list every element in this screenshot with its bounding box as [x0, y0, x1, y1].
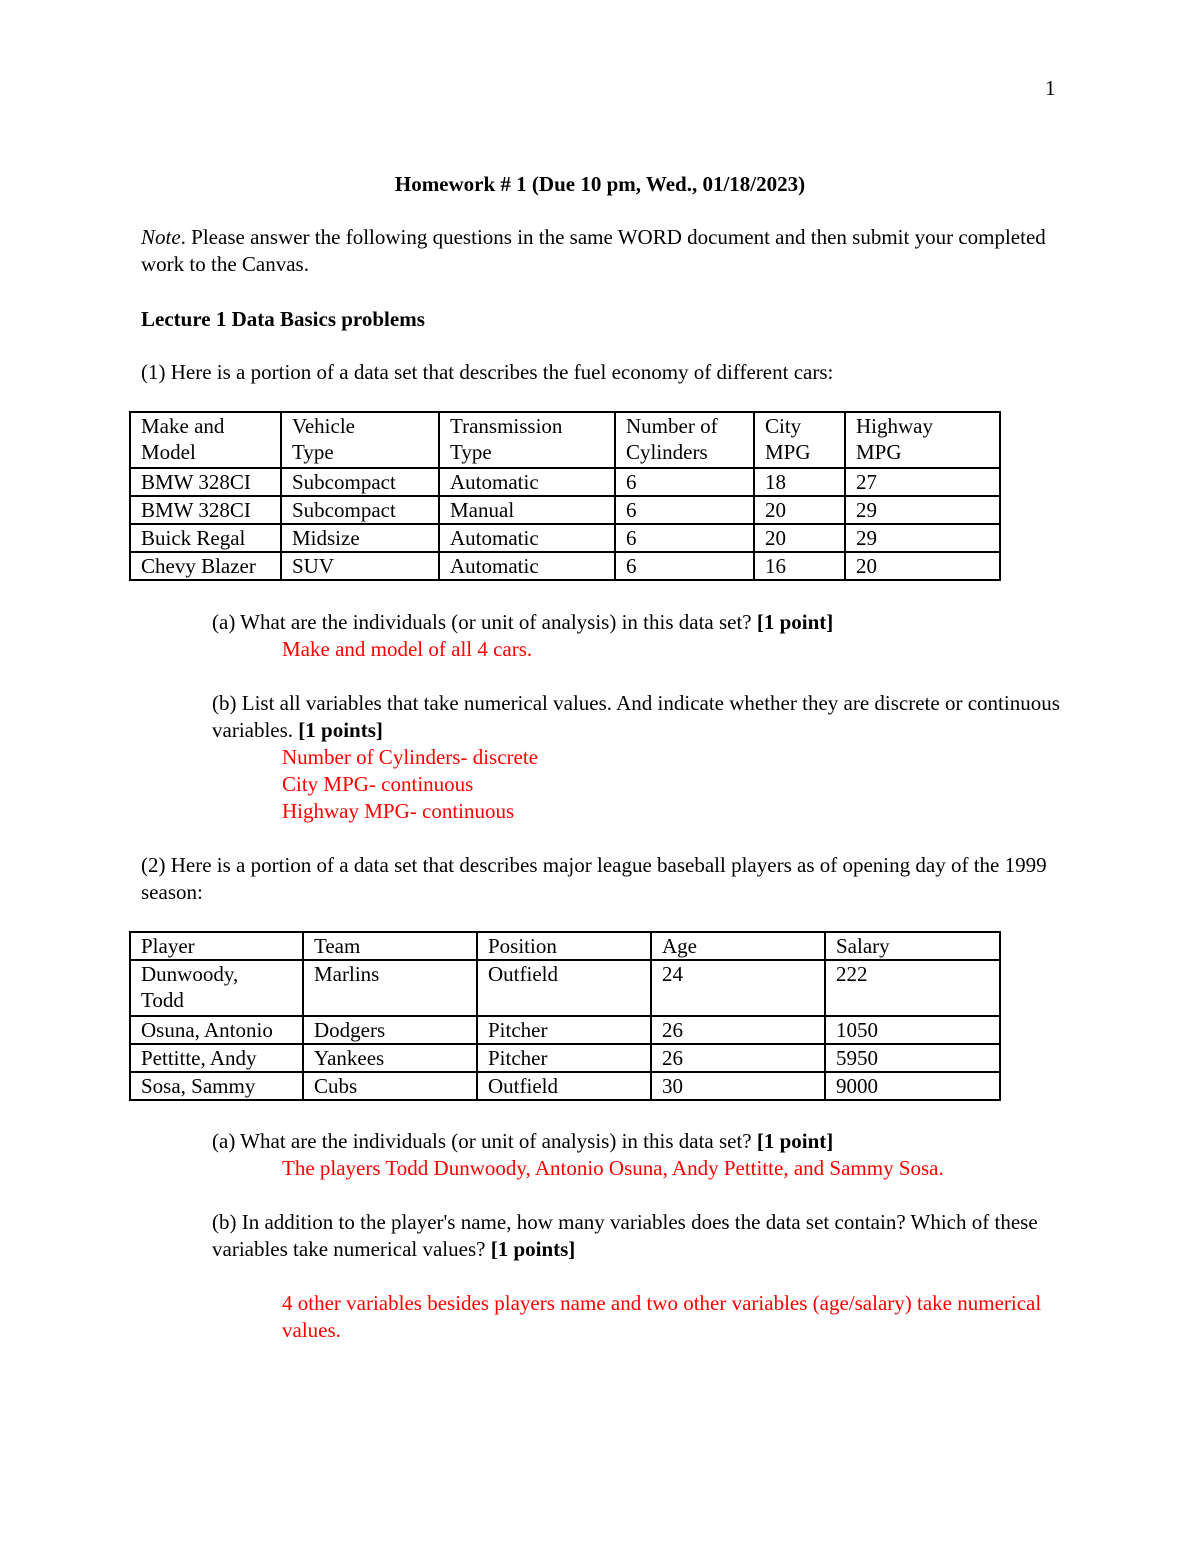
table-cell: 30 [651, 1072, 825, 1100]
answer-1b-item: City MPG- continuous [282, 772, 474, 796]
question-1a [212, 609, 1072, 636]
table-cell: Subcompact [281, 496, 439, 524]
table-cell: Automatic [439, 552, 615, 580]
table-header-cell: Player [130, 932, 303, 960]
table-header-row [130, 932, 1000, 960]
table-cell: Manual [439, 496, 615, 524]
section-heading: Lecture 1 Data Basics problems [141, 307, 425, 331]
table-cell: Pitcher [477, 1016, 651, 1044]
table-header-cell: Highway MPG [845, 412, 1000, 468]
answer-2a: The players Todd Dunwoody, Antonio Osuna, Andy Pettitte, and Sammy Sosa. [282, 1156, 944, 1180]
table-cell: Buick Regal [130, 524, 281, 552]
answer-1b-item: Highway MPG- continuous [282, 799, 515, 823]
table-cell: Automatic [439, 524, 615, 552]
table-cell: 27 [845, 468, 1000, 496]
table-header-cell: Make and Model [130, 412, 281, 468]
table-header-cell: City MPG [754, 412, 845, 468]
question-2a-points: [1 point] [756, 1129, 834, 1153]
question-1b-points: [1 points] [298, 718, 383, 742]
table-cell: Outfield [477, 1072, 651, 1100]
question-1a-points: [1 point] [756, 610, 834, 634]
table-header-cell: Position [477, 932, 651, 960]
players-table [129, 931, 1001, 1101]
question-1-text: (1) Here is a portion of a data set that describes the fuel economy of different cars: [141, 360, 834, 384]
table-cell: 6 [615, 468, 754, 496]
table-cell: 26 [651, 1016, 825, 1044]
question-1b [212, 690, 1072, 744]
table-row [130, 1016, 1000, 1044]
table-row [130, 524, 1000, 552]
note-text: . Please answer the following questions in the same WORD document and then submit your completed work to the Canvas. [141, 225, 1046, 276]
table-cell: 29 [845, 524, 1000, 552]
question-2a-text: (a) What are the individuals (or unit of analysis) in this data set? [212, 1129, 752, 1153]
table-row [130, 960, 1000, 1016]
table-cell: BMW 328CI [130, 468, 281, 496]
table-header-cell: Team [303, 932, 477, 960]
table-cell: 16 [754, 552, 845, 580]
table-cell: Chevy Blazer [130, 552, 281, 580]
table-cell: 24 [651, 960, 825, 1016]
note-paragraph [141, 224, 1081, 278]
page-title: Homework # 1 (Due 10 pm, Wed., 01/18/2023) [394, 172, 806, 196]
cars-table [129, 411, 1001, 581]
question-2b-text: (b) In addition to the player's name, how many variables does the data set contain? Which of these variables take numerical values? [212, 1210, 1038, 1261]
table-cell: Dodgers [303, 1016, 477, 1044]
answer-1a: Make and model of all 4 cars. [282, 637, 533, 661]
table-row [130, 1072, 1000, 1100]
table-cell: 9000 [825, 1072, 1000, 1100]
table-cell: 26 [651, 1044, 825, 1072]
table-header-cell: Age [651, 932, 825, 960]
question-2b-points: [1 points] [490, 1237, 576, 1261]
table-header-row [130, 412, 1000, 468]
table-header-cell: Salary [825, 932, 1000, 960]
table-cell: Marlins [303, 960, 477, 1016]
question-2-text: (2) Here is a portion of a data set that describes major league baseball players as of opening day of the 1999 season: [141, 853, 1047, 904]
note-label: Note [141, 225, 181, 249]
page-number: 1 [1045, 76, 1056, 100]
table-header-cell: Vehicle Type [281, 412, 439, 468]
table-header-cell: Number of Cylinders [615, 412, 754, 468]
answer-2b: 4 other variables besides players name and two other variables (age/salary) take numerical values. [282, 1291, 1042, 1342]
table-cell: Midsize [281, 524, 439, 552]
table-cell: Dunwoody, Todd [130, 960, 303, 1016]
table-cell: Automatic [439, 468, 615, 496]
table-cell: Cubs [303, 1072, 477, 1100]
table-cell: 20 [754, 524, 845, 552]
question-1a-text: (a) What are the individuals (or unit of analysis) in this data set? [212, 610, 752, 634]
table-cell: BMW 328CI [130, 496, 281, 524]
table-row [130, 552, 1000, 580]
table-cell: Pitcher [477, 1044, 651, 1072]
table-cell: 20 [754, 496, 845, 524]
table-cell: Yankees [303, 1044, 477, 1072]
table-cell: 20 [845, 552, 1000, 580]
table-row [130, 496, 1000, 524]
question-2b [212, 1209, 1072, 1263]
question-1b-text: (b) List all variables that take numerical values. And indicate whether they are discrete or continuous variables. [212, 691, 1060, 742]
table-row [130, 468, 1000, 496]
table-cell: 1050 [825, 1016, 1000, 1044]
table-cell: 6 [615, 496, 754, 524]
table-cell: Outfield [477, 960, 651, 1016]
table-cell: 6 [615, 552, 754, 580]
table-row [130, 1044, 1000, 1072]
table-cell: Sosa, Sammy [130, 1072, 303, 1100]
table-cell: 222 [825, 960, 1000, 1016]
table-cell: Osuna, Antonio [130, 1016, 303, 1044]
table-cell: 6 [615, 524, 754, 552]
table-cell: 29 [845, 496, 1000, 524]
table-cell: SUV [281, 552, 439, 580]
table-cell: 18 [754, 468, 845, 496]
question-2a [212, 1128, 1072, 1155]
answer-1b-item: Number of Cylinders- discrete [282, 745, 539, 769]
table-header-cell: Transmission Type [439, 412, 615, 468]
table-cell: Pettitte, Andy [130, 1044, 303, 1072]
table-cell: 5950 [825, 1044, 1000, 1072]
table-cell: Subcompact [281, 468, 439, 496]
